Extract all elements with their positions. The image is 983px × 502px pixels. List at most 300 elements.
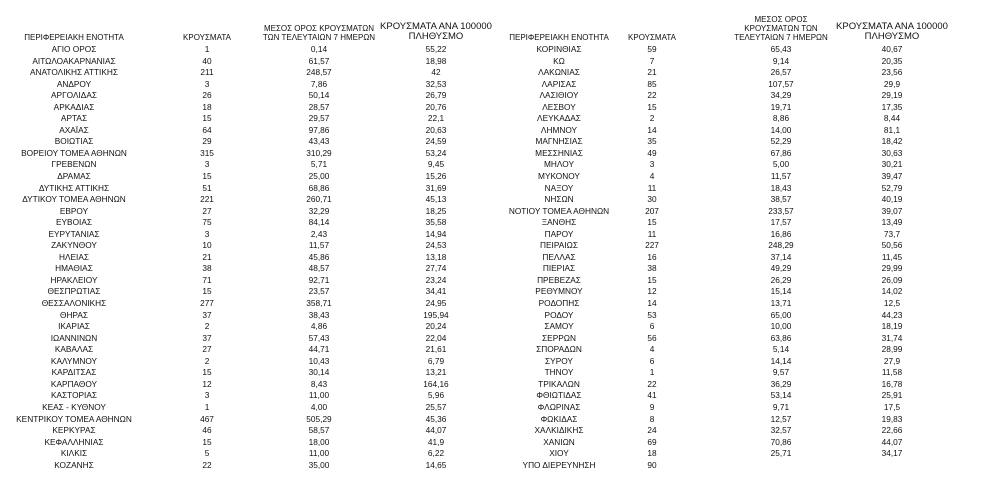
per100k-cell: 20,24 <box>425 321 447 332</box>
region-cell: ΑΧΑΪΑΣ <box>59 124 89 135</box>
per100k-cell: 18,42 <box>881 136 903 147</box>
region-cell: ΝΗΣΩΝ <box>544 194 574 205</box>
cases-cell: 1 <box>649 367 655 378</box>
region-cell: ΤΗΝΟΥ <box>544 367 574 378</box>
region-cell: ΜΗΛΟΥ <box>544 159 574 170</box>
avg7-cell: 10,43 <box>308 355 330 366</box>
per100k-cell: 22,04 <box>425 332 447 343</box>
avg7-cell: 26,29 <box>770 274 792 285</box>
cases-cell: 12 <box>647 286 657 297</box>
cases-cell: 315 <box>200 147 214 158</box>
per100k-cell: 27,9 <box>883 355 901 366</box>
per100k-cell: 40,19 <box>881 194 903 205</box>
cases-cell: 40 <box>202 55 212 66</box>
avg7-cell: 67,86 <box>770 147 792 158</box>
per100k-cell: 26,79 <box>425 90 447 101</box>
avg7-cell: 14,00 <box>770 124 792 135</box>
cases-cell: 15 <box>202 367 212 378</box>
region-cell: ΞΑΝΘΗΣ <box>541 217 577 228</box>
region-cell: ΚΑΒΑΛΑΣ <box>54 344 94 355</box>
per100k-cell: 164,16 <box>423 378 449 389</box>
per100k-cell: 18,19 <box>881 321 903 332</box>
per100k-cell: 34,41 <box>425 286 447 297</box>
region-cell: ΚΕΝΤΡΙΚΟΥ ΤΟΜΕΑ ΑΘΗΝΩΝ <box>16 413 132 424</box>
cases-cell: 467 <box>200 413 214 424</box>
per100k-cell: 13,49 <box>881 217 903 228</box>
region-cell: ΗΜΑΘΙΑΣ <box>55 263 93 274</box>
region-cell: ΚΑΡΔΙΤΣΑΣ <box>51 367 97 378</box>
per100k-cell: 31,74 <box>881 332 903 343</box>
per100k-cell: 50,56 <box>881 240 903 251</box>
region-cell: ΗΡΑΚΛΕΙΟΥ <box>50 274 98 285</box>
avg7-cell: 57,43 <box>308 332 330 343</box>
avg7-cell: 233,57 <box>768 205 794 216</box>
cases-cell: 26 <box>202 90 212 101</box>
cases-cell: 11 <box>647 182 657 193</box>
region-cell: ΚΑΡΠΑΘΟΥ <box>50 378 98 389</box>
cases-cell: 3 <box>204 78 210 89</box>
per100k-cell: 13,18 <box>425 251 447 262</box>
header-region: ΠΕΡΙΦΕΡΕΙΑΚΗ ΕΝΟΤΗΤΑ <box>24 33 124 42</box>
per100k-cell: 39,07 <box>881 205 903 216</box>
per100k-cell: 30,63 <box>881 147 903 158</box>
per100k-cell: 14,94 <box>425 228 447 239</box>
cases-cell: 15 <box>647 101 657 112</box>
cases-cell: 15 <box>202 113 212 124</box>
region-cell: ΠΕΛΛΑΣ <box>542 251 576 262</box>
region-cell: ΔΥΤΙΚΗΣ ΑΤΤΙΚΗΣ <box>38 182 110 193</box>
cases-cell: 15 <box>202 436 212 447</box>
per100k-cell: 44,07 <box>425 425 447 436</box>
per100k-cell: 195,94 <box>423 309 449 320</box>
cases-cell: 3 <box>204 390 210 401</box>
cases-cell: 85 <box>647 78 657 89</box>
avg7-cell: 34,29 <box>770 90 792 101</box>
per100k-cell: 29,99 <box>881 263 903 274</box>
cases-cell: 1 <box>204 44 210 54</box>
cases-cell: 221 <box>200 194 214 205</box>
cases-cell: 27 <box>202 344 212 355</box>
region-cell: ΒΟΙΩΤΙΑΣ <box>54 136 94 147</box>
region-cell: ΗΛΕΙΑΣ <box>58 251 90 262</box>
cases-cell: 90 <box>647 459 657 470</box>
avg7-cell: 4,00 <box>310 401 328 412</box>
per100k-cell: 19,83 <box>881 413 903 424</box>
cases-cell: 22 <box>647 90 657 101</box>
cases-cell: 277 <box>200 298 214 309</box>
per100k-cell: 9,45 <box>427 159 445 170</box>
per100k-cell: 23,56 <box>881 67 903 78</box>
avg7-cell: 92,71 <box>308 274 330 285</box>
region-cell: ΕΥΡΥΤΑΝΙΑΣ <box>48 228 100 239</box>
per100k-cell: 73,7 <box>883 228 901 239</box>
per100k-cell: 25,57 <box>425 401 447 412</box>
cases-cell: 21 <box>647 67 657 78</box>
region-cell: ΔΡΑΜΑΣ <box>57 171 91 182</box>
region-cell: ΜΥΚΟΝΟΥ <box>538 171 580 182</box>
avg7-cell: 260,71 <box>306 194 332 205</box>
cases-cell: 35 <box>647 136 657 147</box>
avg7-cell: 45,86 <box>308 251 330 262</box>
avg7-cell: 5,00 <box>772 159 790 170</box>
region-cell: ΥΠΟ ΔΙΕΡΕΥΝΗΣΗ <box>522 459 596 470</box>
per100k-cell: 11,58 <box>881 367 903 378</box>
avg7-cell: 35,00 <box>308 459 330 470</box>
per100k-cell: 16,78 <box>881 378 903 389</box>
cases-cell: 5 <box>204 448 210 459</box>
avg7-cell: 44,71 <box>308 344 330 355</box>
cases-cell: 64 <box>202 124 212 135</box>
per100k-cell: 17,35 <box>881 101 903 112</box>
region-cell: ΑΡΚΑΔΙΑΣ <box>53 101 95 112</box>
region-cell: ΧΙΟΥ <box>549 448 569 459</box>
cases-cell: 59 <box>647 44 657 54</box>
per100k-cell: 18,98 <box>425 55 447 66</box>
per100k-cell: 24,95 <box>425 298 447 309</box>
region-cell: ΠΑΡΟΥ <box>544 228 574 239</box>
cases-cell: 38 <box>202 263 212 274</box>
cases-cell: 53 <box>647 309 657 320</box>
cases-cell: 24 <box>647 425 657 436</box>
per100k-cell: 6,79 <box>427 355 445 366</box>
region-cell: ΠΕΙΡΑΙΩΣ <box>540 240 578 251</box>
region-cell: ΚΑΣΤΟΡΙΑΣ <box>50 390 98 401</box>
per100k-cell: 6,22 <box>427 448 445 459</box>
avg7-cell: 36,29 <box>770 378 792 389</box>
avg7-cell: 97,86 <box>308 124 330 135</box>
region-cell: ΙΚΑΡΙΑΣ <box>58 321 90 332</box>
per100k-cell: 53,24 <box>425 147 447 158</box>
per100k-cell: 42 <box>431 67 441 78</box>
cases-cell: 4 <box>649 344 655 355</box>
region-cell: ΒΟΡΕΙΟΥ ΤΟΜΕΑ ΑΘΗΝΩΝ <box>21 147 127 158</box>
region-cell: ΛΕΥΚΑΔΑΣ <box>537 113 581 124</box>
region-cell: ΡΟΔΟΠΗΣ <box>538 298 580 309</box>
avg7-cell: 68,86 <box>308 182 330 193</box>
region-cell: ΧΑΛΚΙΔΙΚΗΣ <box>534 425 584 436</box>
avg7-cell: 310,29 <box>306 147 332 158</box>
cases-cell: 30 <box>647 194 657 205</box>
per100k-cell: 15,26 <box>425 171 447 182</box>
cases-cell: 71 <box>202 274 212 285</box>
cases-cell: 3 <box>204 228 210 239</box>
cases-cell: 18 <box>202 101 212 112</box>
region-cell: ΕΥΒΟΙΑΣ <box>55 217 93 228</box>
region-cell: ΑΙΤΩΛΟΑΚΑΡΝΑΝΙΑΣ <box>32 55 116 66</box>
cases-cell: 18 <box>647 448 657 459</box>
region-cell: ΣΥΡΟΥ <box>545 355 573 366</box>
avg7-cell: 50,14 <box>308 90 330 101</box>
avg7-cell: 25,00 <box>308 171 330 182</box>
avg7-cell: 61,57 <box>308 55 330 66</box>
avg7-cell: 32,57 <box>770 425 792 436</box>
cases-cell: 3 <box>649 159 655 170</box>
per100k-cell: 22,66 <box>881 425 903 436</box>
per100k-cell: 27,74 <box>425 263 447 274</box>
header-per100k: ΚΡΟΥΣΜΑΤΑ ΑΝΑ 100000 ΠΛΗΘΥΣΜΟ <box>380 21 492 42</box>
region-cell: ΘΕΣΠΡΩΤΙΑΣ <box>47 286 101 297</box>
avg7-cell: 248,29 <box>768 240 794 251</box>
region-cell: ΛΑΣΙΘΙΟΥ <box>539 90 579 101</box>
avg7-cell: 15,14 <box>770 286 792 297</box>
region-cell: ΕΒΡΟΥ <box>59 205 89 216</box>
avg7-cell: 18,43 <box>770 182 792 193</box>
region-cell: ΚΟΖΑΝΗΣ <box>54 459 94 470</box>
avg7-cell: 53,14 <box>770 390 792 401</box>
avg7-cell: 107,57 <box>768 78 794 89</box>
avg7-cell: 358,71 <box>306 298 332 309</box>
region-cell: ΘΗΡΑΣ <box>59 309 89 320</box>
per100k-cell: 8,44 <box>883 113 901 124</box>
avg7-cell: 11,00 <box>308 390 330 401</box>
avg7-cell: 84,14 <box>308 217 330 228</box>
avg7-cell: 26,57 <box>770 67 792 78</box>
cases-cell: 12 <box>202 378 212 389</box>
region-cell: ΑΡΤΑΣ <box>60 113 88 124</box>
cases-cell: 8 <box>649 413 655 424</box>
cases-cell: 14 <box>647 298 657 309</box>
region-cell: ΑΝΔΡΟΥ <box>56 78 92 89</box>
avg7-cell: 8,86 <box>772 113 790 124</box>
cases-cell: 10 <box>202 240 212 251</box>
region-cell: ΚΙΛΚΙΣ <box>60 448 88 459</box>
header-cases: ΚΡΟΥΣΜΑΤΑ <box>628 33 676 42</box>
cases-cell: 15 <box>202 171 212 182</box>
cases-cell: 9 <box>649 401 655 412</box>
cases-cell: 15 <box>647 217 657 228</box>
avg7-cell: 30,14 <box>308 367 330 378</box>
per100k-cell: 55,22 <box>425 44 447 54</box>
region-cell: ΔΥΤΙΚΟΥ ΤΟΜΕΑ ΑΘΗΝΩΝ <box>22 194 126 205</box>
cases-cell: 38 <box>647 263 657 274</box>
per100k-cell: 21,61 <box>425 344 447 355</box>
per100k-cell: 26,09 <box>881 274 903 285</box>
cases-cell: 16 <box>647 251 657 262</box>
avg7-cell: 0,14 <box>310 44 328 54</box>
cases-cell: 15 <box>647 274 657 285</box>
per100k-cell: 24,53 <box>425 240 447 251</box>
cases-cell: 227 <box>645 240 659 251</box>
region-cell: ΙΩΑΝΝΙΝΩΝ <box>50 332 98 343</box>
avg7-cell: 32,29 <box>308 205 330 216</box>
avg7-cell: 248,57 <box>306 67 332 78</box>
region-cell: ΝΑΞΟΥ <box>544 182 574 193</box>
avg7-cell: 65,00 <box>770 309 792 320</box>
avg7-cell: 16,86 <box>770 228 792 239</box>
per100k-cell: 13,21 <box>425 367 447 378</box>
cases-cell: 49 <box>647 147 657 158</box>
avg7-cell: 4,86 <box>310 321 328 332</box>
avg7-cell: 9,71 <box>772 401 790 412</box>
per100k-cell: 18,25 <box>425 205 447 216</box>
region-cell: ΚΑΛΥΜΝΟΥ <box>50 355 98 366</box>
region-cell: ΖΑΚΥΝΘΟΥ <box>51 240 97 251</box>
header-avg7: ΜΕΣΟΣ ΟΡΟΣ ΚΡΟΥΣΜΑΤΩΝ ΤΩΝ ΤΕΛΕΥΤΑΙΩΝ 7 ΗΜΕΡΩΝ <box>734 15 828 42</box>
avg7-cell: 9,57 <box>772 367 790 378</box>
avg7-cell: 14,14 <box>770 355 792 366</box>
avg7-cell: 23,57 <box>308 286 330 297</box>
cases-cell: 22 <box>647 378 657 389</box>
cases-cell: 41 <box>647 390 657 401</box>
header-avg7: ΜΕΣΟΣ ΟΡΟΣ ΚΡΟΥΣΜΑΤΩΝ ΤΩΝ ΤΕΛΕΥΤΑΙΩΝ 7 ΗΜΕΡΩΝ <box>262 24 376 42</box>
region-cell: ΚΕΑΣ - ΚΥΘΝΟΥ <box>42 401 106 412</box>
header-region: ΠΕΡΙΦΕΡΕΙΑΚΗ ΕΝΟΤΗΤΑ <box>509 33 609 42</box>
cases-cell: 75 <box>202 217 212 228</box>
region-cell: ΜΕΣΣΗΝΙΑΣ <box>535 147 583 158</box>
region-cell: ΣΠΟΡΑΔΩΝ <box>536 344 582 355</box>
avg7-cell: 11,00 <box>308 448 330 459</box>
region-cell: ΦΛΩΡΙΝΑΣ <box>537 401 581 412</box>
cases-cell: 15 <box>202 286 212 297</box>
cases-cell: 2 <box>204 355 210 366</box>
region-cell: ΡΟΔΟΥ <box>544 309 574 320</box>
region-cell: ΛΕΣΒΟΥ <box>542 101 576 112</box>
per100k-cell: 25,91 <box>881 390 903 401</box>
region-cell: ΚΕΡΚΥΡΑΣ <box>52 425 96 436</box>
avg7-cell: 28,57 <box>308 101 330 112</box>
region-cell: ΚΩ <box>553 55 565 66</box>
region-cell: ΠΡΕΒΕΖΑΣ <box>537 274 581 285</box>
per100k-cell: 22,1 <box>427 113 445 124</box>
per100k-cell: 23,24 <box>425 274 447 285</box>
avg7-cell: 8,43 <box>310 378 328 389</box>
cases-cell: 27 <box>202 205 212 216</box>
per100k-cell: 5,96 <box>427 390 445 401</box>
avg7-cell: 10,00 <box>770 321 792 332</box>
region-cell: ΑΓΙΟ ΟΡΟΣ <box>51 44 97 54</box>
header-per100k: ΚΡΟΥΣΜΑΤΑ ΑΝΑ 100000 ΠΛΗΘΥΣΜΟ <box>836 21 948 42</box>
region-cell: ΚΟΡΙΝΘΙΑΣ <box>536 44 582 54</box>
cases-cell: 37 <box>202 309 212 320</box>
region-cell: ΛΑΚΩΝΙΑΣ <box>538 67 580 78</box>
per100k-cell: 29,19 <box>881 90 903 101</box>
header-cases: ΚΡΟΥΣΜΑΤΑ <box>183 33 231 42</box>
avg7-cell: 43,43 <box>308 136 330 147</box>
avg7-cell: 13,71 <box>770 298 792 309</box>
per100k-cell: 20,63 <box>425 124 447 135</box>
per100k-cell: 14,65 <box>425 459 447 470</box>
region-cell: ΘΕΣΣΑΛΟΝΙΚΗΣ <box>41 298 107 309</box>
avg7-cell: 49,29 <box>770 263 792 274</box>
region-cell: ΠΙΕΡΙΑΣ <box>542 263 576 274</box>
per100k-cell: 24,59 <box>425 136 447 147</box>
per100k-cell: 41,9 <box>427 436 445 447</box>
avg7-cell: 11,57 <box>308 240 330 251</box>
per100k-cell: 17,5 <box>883 401 901 412</box>
per100k-cell: 32,53 <box>425 78 447 89</box>
cases-cell: 6 <box>649 321 655 332</box>
cases-cell: 14 <box>647 124 657 135</box>
avg7-cell: 9,14 <box>772 55 790 66</box>
cases-cell: 51 <box>202 182 212 193</box>
avg7-cell: 38,57 <box>770 194 792 205</box>
per100k-cell: 40,67 <box>881 44 903 54</box>
avg7-cell: 25,71 <box>770 448 792 459</box>
cases-cell: 21 <box>202 251 212 262</box>
per100k-cell: 11,45 <box>881 251 903 262</box>
cases-cell: 6 <box>649 355 655 366</box>
per100k-cell: 20,35 <box>881 55 903 66</box>
region-cell: ΡΕΘΥΜΝΟΥ <box>535 286 583 297</box>
region-cell: ΣΑΜΟΥ <box>544 321 574 332</box>
avg7-cell: 65,43 <box>770 44 792 54</box>
cases-cell: 37 <box>202 332 212 343</box>
cases-cell: 207 <box>645 205 659 216</box>
cases-cell: 2 <box>204 321 210 332</box>
per100k-cell: 35,58 <box>425 217 447 228</box>
cases-cell: 56 <box>647 332 657 343</box>
avg7-cell: 70,86 <box>770 436 792 447</box>
avg7-cell: 38,43 <box>308 309 330 320</box>
per100k-cell: 29,9 <box>883 78 901 89</box>
avg7-cell: 37,14 <box>770 251 792 262</box>
avg7-cell: 12,57 <box>770 413 792 424</box>
avg7-cell: 5,14 <box>772 344 790 355</box>
cases-cell: 22 <box>202 459 212 470</box>
avg7-cell: 63,86 <box>770 332 792 343</box>
per100k-cell: 31,69 <box>425 182 447 193</box>
avg7-cell: 505,29 <box>306 413 332 424</box>
cases-cell: 11 <box>647 228 657 239</box>
avg7-cell: 18,00 <box>308 436 330 447</box>
region-cell: ΦΩΚΙΔΑΣ <box>540 413 578 424</box>
per100k-cell: 28,99 <box>881 344 903 355</box>
cases-cell: 4 <box>649 171 655 182</box>
per100k-cell: 14,02 <box>881 286 903 297</box>
avg7-cell: 17,57 <box>770 217 792 228</box>
region-cell: ΜΑΓΝΗΣΙΑΣ <box>535 136 583 147</box>
cases-cell: 2 <box>649 113 655 124</box>
cases-cell: 1 <box>204 401 210 412</box>
region-cell: ΛΗΜΝΟΥ <box>540 124 578 135</box>
per100k-cell: 44,07 <box>881 436 903 447</box>
per100k-cell: 81,1 <box>883 124 901 135</box>
region-cell: ΤΡΙΚΑΛΩΝ <box>538 378 580 389</box>
cases-cell: 69 <box>647 436 657 447</box>
per100k-cell: 44,23 <box>881 309 903 320</box>
per100k-cell: 39,47 <box>881 171 903 182</box>
cases-cell: 7 <box>649 55 655 66</box>
per100k-cell: 30,21 <box>881 159 903 170</box>
avg7-cell: 58,57 <box>308 425 330 436</box>
avg7-cell: 2,43 <box>310 228 328 239</box>
region-cell: ΓΡΕΒΕΝΩΝ <box>51 159 97 170</box>
region-cell: ΝΟΤΙΟΥ ΤΟΜΕΑ ΑΘΗΝΩΝ <box>508 205 610 216</box>
avg7-cell: 19,71 <box>770 101 792 112</box>
per100k-cell: 52,79 <box>881 182 903 193</box>
region-cell: ΣΕΡΡΩΝ <box>542 332 576 343</box>
cases-cell: 29 <box>202 136 212 147</box>
cases-cell: 3 <box>204 159 210 170</box>
per100k-cell: 45,13 <box>425 194 447 205</box>
per100k-cell: 12,5 <box>883 298 901 309</box>
per100k-cell: 34,17 <box>881 448 903 459</box>
per100k-cell: 45,36 <box>425 413 447 424</box>
cases-cell: 211 <box>200 67 214 78</box>
region-cell: ΧΑΝΙΩΝ <box>543 436 575 447</box>
avg7-cell: 48,57 <box>308 263 330 274</box>
region-cell: ΑΝΑΤΟΛΙΚΗΣ ΑΤΤΙΚΗΣ <box>29 67 119 78</box>
region-cell: ΑΡΓΟΛΙΔΑΣ <box>51 90 97 101</box>
region-cell: ΚΕΦΑΛΛΗΝΙΑΣ <box>44 436 104 447</box>
avg7-cell: 29,57 <box>308 113 330 124</box>
avg7-cell: 11,57 <box>770 171 792 182</box>
avg7-cell: 7,86 <box>310 78 328 89</box>
cases-cell: 46 <box>202 425 212 436</box>
avg7-cell: 52,29 <box>770 136 792 147</box>
per100k-cell: 20,76 <box>425 101 447 112</box>
region-cell: ΛΑΡΙΣΑΣ <box>541 78 577 89</box>
